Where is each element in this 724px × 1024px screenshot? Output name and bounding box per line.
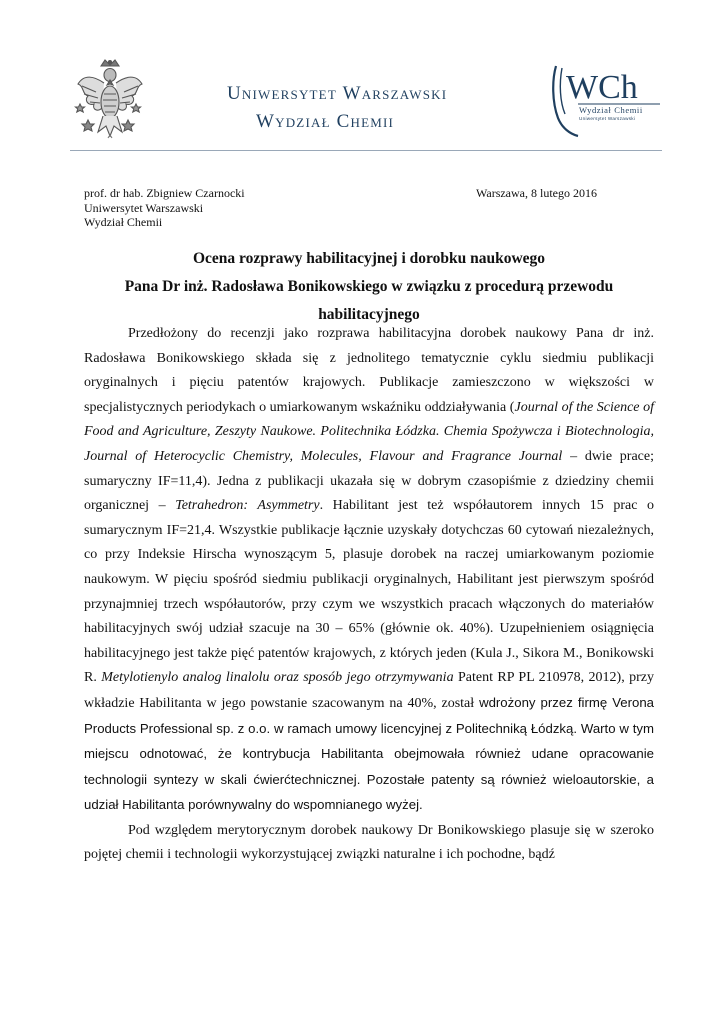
paragraph-1-text-5: wdrożony przez firmę Verona Products Professional sp. z o.o. w ramach umowy licencyjnej z Politechniką Łódzką. Warto w tym miejscu odnotować, że kontrybucja Habilitanta obejmowała również udane opracowanie technologii syntezy w skali ćwierćtechnicznej. Pozostałe patenty są również wieloautorskie, a udział Habilitanta porównywalny do wspomnianego wyżej. [84,694,655,813]
title-line-2: Pana Dr inż. Radosława Bonikowskiego w związku z procedurą przewodu habilitacyjnego [124,278,614,323]
faculty-name: Wydział Chemii [256,111,395,132]
wch-logo-letters: WCh [566,69,638,106]
wch-logo-subtitle: Wydział Chemii [579,105,643,115]
sender-faculty: Wydział Chemii [84,215,163,229]
sender-block [84,186,245,230]
header-divider [70,150,662,151]
paragraph-1-text-3: . Habilitant jest też współautorem innych 15 prac o sumarycznym IF=21,4. Wszystkie publikacje łącznie uzyskały dotychczas 60 cytowań niezależnych, co przy Indeksie Hirscha wynoszącym 5, plasuje dorobek na raczej umiarkowanym poziomie naukowym. W pięciu spośród siedmiu publikacji oryginalnych, Habilitant jest pierwszym spośród przynajmniej trzech współautorów, przy czym we wszystkich pracach włączonych do materiałów habilitacyjnych swój udział szacuje na 30 – 65% (głównie ok. 40%). Uzupełnieniem osiągnięcia habilitacyjnego jest także pięć patentów krajowych, z których jeden (Kula J., Sikora M., Bonikowski R. [84,498,654,686]
wch-logo-university: Uniwersytet Warszawski [579,116,636,121]
letter-date: Warszawa, 8 lutego 2016 [476,186,597,200]
paragraph-2: Pod względem merytorycznym dorobek naukowy Dr Bonikowskiego plasuje się w szeroko pojętej chemii i technologii wykorzystującej związki naturalne i ich pochodne, bądź [84,822,654,863]
paragraph-1-text-4: Patent RP PL 210978, 2012), przy wkładzie Habilitanta w jego powstanie szacowanym na 40%, został [84,670,654,711]
wch-faculty-logo [548,62,664,138]
journal-list: Journal of the Science of Food and Agriculture, Zeszyty Naukowe. Politechnika Łódzka. Chemia Spożywcza i Biotechnologia, Journal of Heterocyclic Chemistry, Molecules, Flavour and Fragrance Journal [84,399,654,464]
university-name: Uniwersytet Warszawski [227,83,448,104]
patent-title: Metylotienylo analog linalolu oraz sposób jego otrzymywania [101,670,454,686]
sender-university: Uniwersytet Warszawski [84,200,204,215]
document-body [84,322,654,868]
paragraph-1-text-2: – dwie prace; sumaryczny IF=11,4). Jedna z publikacji ukazała się w dobrym czasopiśmie z dziedziny chemii organicznej – [84,448,654,514]
paragraph-1 [84,322,654,819]
university-eagle-emblem-icon [74,58,146,142]
document-title [84,245,654,329]
letterhead [70,58,662,152]
paragraph-1-text: Przedłożony do recenzji jako rozprawa habilitacyjna dorobek naukowy Pana dr inż. Radosława Bonikowskiego składa się z jednolitego tematycznie cyklu siedmiu publikacji oryginalnych i pięciu patentów krajowych. Publikacje zamieszczono w większości w specjalistycznych periodykach o umiarkowanym wskaźniku oddziaływania ( [84,326,654,415]
university-name-block [227,80,557,136]
journal-name: Tetrahedron: Asymmetry [175,498,320,514]
title-line-1: Ocena rozprawy habilitacyjnej i dorobku naukowego [192,250,546,267]
sender-name: prof. dr hab. Zbigniew Czarnocki [84,186,245,200]
